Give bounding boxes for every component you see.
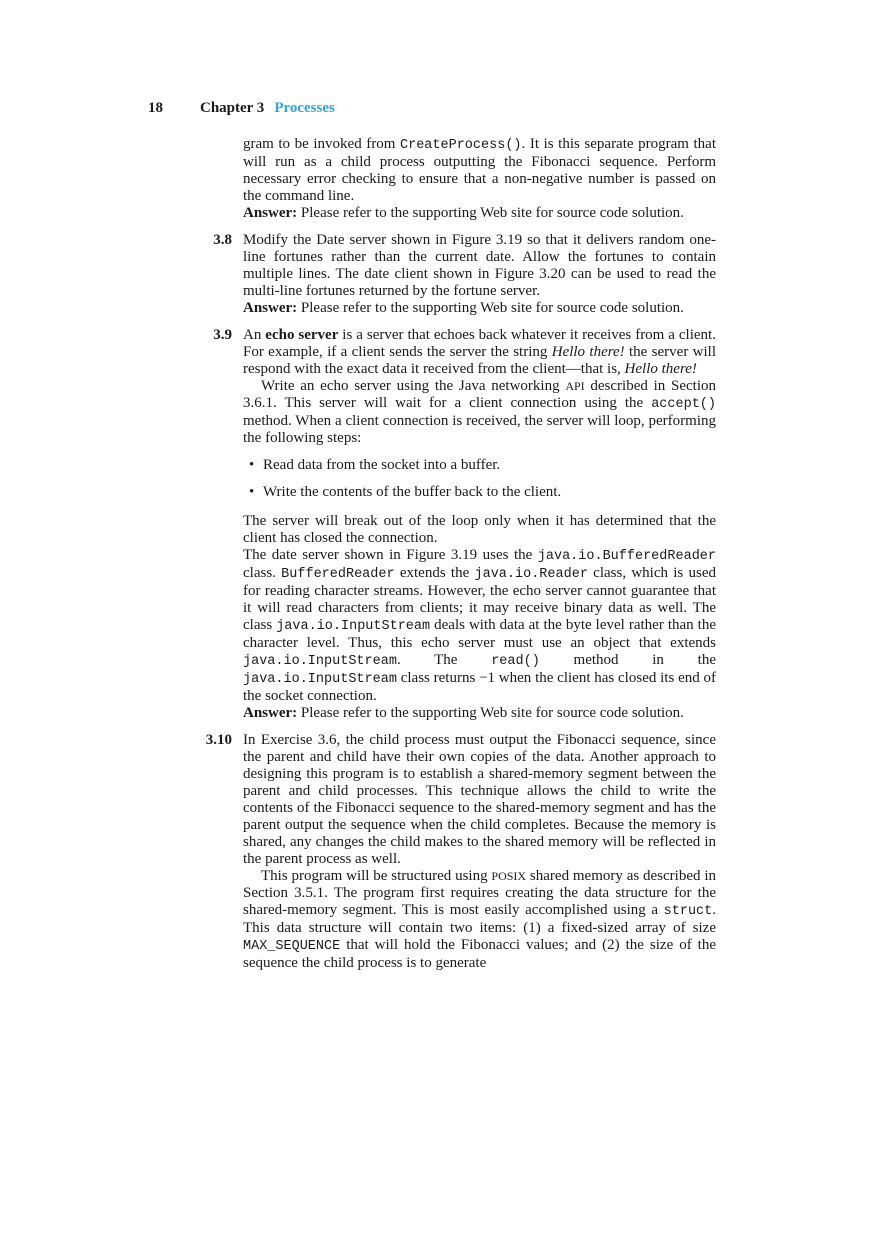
acronym: API bbox=[565, 379, 585, 393]
inline-code: MAX_SEQUENCE bbox=[243, 939, 341, 954]
inline-code: accept() bbox=[651, 397, 716, 412]
exercise-3-7-continuation bbox=[243, 136, 716, 222]
exercise-number: 3.8 bbox=[213, 232, 232, 248]
paragraph: This program will be structured using POSIX shared memory as described in Section 3.5.1. The program first requires creating the data structure for the shared-memory segment. This is most easily accomplished using a struct. This data structure will contain two items: (1) a fixed-sized array of size MAX_SEQUENCE that will hold the Fibonacci values; and (2) the size of the sequence the child process is to generate bbox=[243, 868, 716, 971]
answer-label: Answer: bbox=[243, 300, 298, 316]
paragraph: In Exercise 3.6, the child process must output the Fibonacci sequence, since the parent and child have their own copies of the data. Another approach to designing this program is to establish a shared-memory segment between the parent and child processes. This technique allows the child to write the contents of the Fibonacci sequence to the shared-memory segment and has the parent output the sequence when the child completes. Because the memory is shared, any changes the child makes to the shared memory will be reflected in the parent process as well. bbox=[243, 732, 716, 867]
page-body bbox=[205, 136, 716, 972]
bold-term: echo server bbox=[265, 327, 339, 343]
answer: Answer: Please refer to the supporting Web site for source code solution. bbox=[243, 205, 684, 221]
inline-code: java.io.InputStream bbox=[276, 619, 431, 634]
answer: Answer: Please refer to the supporting Web site for source code solution. bbox=[243, 705, 684, 721]
italic-phrase: Hello there! bbox=[624, 361, 697, 377]
paragraph: Write an echo server using the Java networking API described in Section 3.6.1. This server will wait for a client connection using the accept() method. When a client connection is received, the server will loop, performing the following steps: bbox=[243, 378, 716, 446]
answer-label: Answer: bbox=[243, 205, 298, 221]
page-number: 18 bbox=[148, 100, 163, 116]
paragraph: Modify the Date server shown in Figure 3.19 so that it delivers random one-line fortunes rather than the current date. Allow the fortunes to contain multiple lines. The date client shown in Figure 3.20 can be used to read the multi-line fortunes returned by the fortune server. bbox=[243, 232, 716, 299]
running-header bbox=[148, 100, 335, 117]
exercise-number: 3.9 bbox=[213, 327, 232, 343]
answer-label: Answer: bbox=[243, 705, 298, 721]
inline-code: java.io.InputStream bbox=[243, 672, 397, 687]
exercise-3-8 bbox=[213, 232, 716, 317]
paragraph: gram to be invoked from CreateProcess(). It is this separate program that will run as a child process outputting the Fibonacci sequence. Perform necessary error checking to ensure that a non-negative number is passed on the command line. bbox=[243, 136, 716, 204]
italic-phrase: Hello there! bbox=[551, 344, 625, 360]
exercise-3-10 bbox=[205, 732, 716, 972]
exercise-3-9 bbox=[213, 327, 716, 722]
inline-code: BufferedReader bbox=[281, 567, 395, 582]
answer: Answer: Please refer to the supporting Web site for source code solution. bbox=[243, 300, 684, 316]
inline-code: java.io.InputStream bbox=[243, 654, 397, 669]
bullet-list bbox=[243, 457, 716, 501]
inline-code: java.io.BufferedReader bbox=[537, 549, 716, 564]
acronym: POSIX bbox=[491, 869, 527, 883]
paragraph: The server will break out of the loop only when it has determined that the client has closed the connection. bbox=[243, 513, 716, 546]
inline-code: CreateProcess() bbox=[400, 138, 522, 153]
chapter-label: Chapter 3 bbox=[200, 100, 265, 116]
exercise-number: 3.10 bbox=[205, 732, 232, 748]
paragraph: The date server shown in Figure 3.19 uses the java.io.BufferedReader class. BufferedReader extends the java.io.Reader class, which is used for reading character streams. However, the echo server cannot guarantee that it will read characters from clients; it may receive binary data as well. The class java.io.InputStream deals with data at the byte level rather than the character level. Thus, this echo server must use an object that extends java.io.InputStream. The read() method in the java.io.InputStream class returns −1 when the client has closed its end of the socket connection. bbox=[243, 547, 716, 704]
inline-code: struct bbox=[663, 904, 713, 919]
list-item: • Read data from the socket into a buffer. bbox=[243, 457, 716, 474]
inline-code: read() bbox=[491, 654, 540, 669]
paragraph: An echo server is a server that echoes back whatever it receives from a client. For example, if a client sends the server the string Hello there! the server will respond with the exact data it received from the client—that is, Hello there! bbox=[243, 327, 716, 377]
list-item: • Write the contents of the buffer back to the client. bbox=[243, 484, 716, 501]
inline-code: java.io.Reader bbox=[474, 567, 588, 582]
section-title: Processes bbox=[274, 100, 335, 116]
